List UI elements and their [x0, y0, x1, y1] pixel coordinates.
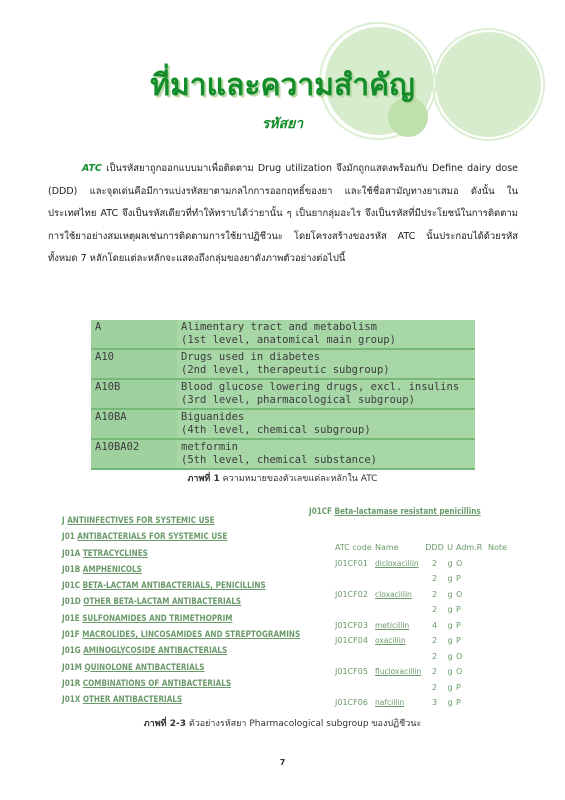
table-cell-note — [488, 618, 512, 634]
list-item-name: OTHER ANTIBACTERIALS — [82, 695, 183, 706]
atc-desc-cell — [177, 439, 475, 469]
list-item — [62, 627, 300, 643]
table-cell-note — [488, 680, 512, 696]
table-cell-note — [488, 571, 512, 587]
intro-lead: ATC — [82, 163, 102, 174]
table-cell-code: J01CF05 — [335, 667, 368, 676]
list-item — [62, 692, 300, 708]
list-item — [62, 643, 300, 659]
list-item-code: J01X — [62, 695, 81, 706]
table-cell-adm: P — [456, 620, 461, 630]
list-item-code: J01B — [62, 564, 81, 575]
antiinfective-list — [62, 513, 342, 709]
table-cell-ddd: 2 — [431, 636, 438, 645]
figure2-caption-text: ตัวอย่างรหัสยา Pharmacological subgroup ของปฏิชีวนะ — [185, 719, 422, 729]
atc-desc-cell — [177, 379, 475, 409]
list-item-code: J01F — [62, 630, 80, 641]
table-row — [335, 556, 512, 572]
column-header: Name — [375, 543, 399, 552]
atc-desc-line1: metformin — [181, 441, 238, 453]
table-cell-code — [335, 571, 375, 587]
table-row — [335, 587, 512, 603]
table-cell-u: g — [447, 698, 453, 707]
column-header: Note — [488, 543, 507, 552]
page-number: 7 — [279, 758, 286, 767]
atc-code-cell: A10BA02 — [91, 439, 177, 469]
table-cell-ddd: 2 — [431, 682, 438, 692]
column-header: DDD — [425, 543, 444, 552]
list-item-name: BETA-LACTAM ANTIBACTERIALS, PENICILLINS — [82, 581, 266, 592]
table-row — [335, 649, 512, 665]
table-cell-adm: P — [456, 605, 461, 614]
list-item-code: J01A — [62, 548, 81, 559]
table-row — [91, 320, 475, 349]
atc-desc-line1: Blood glucose lowering drugs, excl. insulins — [181, 381, 460, 393]
table-cell-name — [375, 618, 425, 634]
table-row — [335, 664, 512, 680]
atc-desc-cell — [177, 320, 475, 349]
table-cell-adm: O — [456, 589, 463, 599]
list-item-code: J01D — [62, 597, 81, 608]
table-cell-u: g — [447, 589, 453, 599]
page-subtitle: รหัสยา — [261, 116, 304, 132]
list-item-code: J01 — [62, 532, 75, 543]
drug-name: oxacillin — [375, 636, 406, 645]
table-cell-ddd: 3 — [431, 698, 438, 707]
table-cell-name — [375, 571, 425, 587]
penicillin-group-name: Beta-lactamase resistant penicillins — [334, 507, 481, 517]
intro-paragraph — [48, 158, 518, 271]
table-cell-u: g — [447, 651, 453, 661]
table-row — [91, 409, 475, 439]
drug-name: meticillin — [375, 620, 410, 630]
figure1-caption-label: ภาพที่ 1 — [187, 474, 220, 484]
table-cell-u: g — [447, 574, 453, 583]
table-cell-u: g — [447, 682, 453, 692]
table-cell-code: J01CF03 — [335, 620, 368, 630]
table-cell-ddd: 2 — [431, 589, 438, 599]
table-cell-note — [488, 602, 512, 618]
atc-desc-cell — [177, 409, 475, 439]
atc-desc-line1: Biguanides — [181, 411, 245, 423]
atc-desc-line2: (3rd level, pharmacological subgroup) — [181, 394, 415, 406]
table-cell-code: J01CF01 — [335, 558, 368, 568]
table-cell-name — [375, 664, 425, 680]
list-item — [62, 660, 300, 676]
atc-code-cell: A10 — [91, 349, 177, 379]
table-cell-adm: P — [456, 574, 461, 583]
table-cell-note — [488, 556, 512, 572]
table-cell-note — [488, 695, 512, 711]
penicillin-table — [335, 540, 512, 711]
list-item — [62, 562, 300, 578]
table-cell-code — [335, 649, 375, 665]
list-item-code: J01C — [62, 581, 81, 592]
table-cell-name — [375, 649, 425, 665]
table-cell-code: J01CF02 — [335, 589, 368, 599]
list-item-code: J01G — [62, 646, 81, 657]
figure1-caption — [0, 471, 565, 485]
penicillin-group-code: J01CF — [309, 507, 332, 517]
atc-code-cell: A — [91, 320, 177, 349]
table-cell-note — [488, 587, 512, 603]
table-cell-name — [375, 587, 425, 603]
list-item — [62, 529, 300, 545]
atc-levels-table — [91, 320, 475, 470]
list-item — [62, 513, 300, 529]
list-item-name: AMINOGLYCOSIDE ANTIBACTERIALS — [83, 646, 228, 657]
column-header: U — [447, 543, 453, 552]
table-cell-u: g — [447, 605, 453, 614]
table-cell-ddd: 4 — [431, 620, 438, 630]
table-cell-ddd: 2 — [431, 605, 438, 614]
atc-desc-line2: (2nd level, therapeutic subgroup) — [181, 364, 390, 376]
list-item — [62, 611, 300, 627]
table-row — [335, 695, 512, 711]
list-item — [62, 578, 300, 594]
intro-text: เป็นรหัสยาถูกออกแบบมาเพื่อติดตาม Drug utilization จึงมักถูกแสดงพร้อมกับ Define dairy dose (DDD) และจุดเด่นคือมีการแบ่งรหัสยาตามกลไกการออกฤทธิ์ของยา และใช้ชื่อสามัญทางยาเสมอ ดังนั้น ในประเทศไทย ATC จึงเป็นรหัสเดียวที่ทำให้ทราบได้ว่ายานั้น ๆ เป็นยากลุ่มอะไร จึงเป็นรหัสที่มีประโยชน์ในการติดตามการใช้ยาอย่างสมเหตุผลเช่นการติดตามการใช้ยาปฏิชีวนะ โดยโครงสร้างของรหัส ATC นั้นประกอบได้ด้วยรหัสทั้งหมด 7 หลักโดยแต่ละหลักจะแสดงถึงกลุ่มของยาดังภาพตัวอย่างต่อไปนี้ — [48, 163, 518, 264]
list-item-code: J01E — [62, 613, 80, 624]
list-item-name: ANTIBACTERIALS FOR SYSTEMIC USE — [77, 532, 228, 543]
table-cell-name — [375, 680, 425, 696]
table-cell-name — [375, 633, 425, 649]
table-cell-ddd: 2 — [431, 651, 438, 661]
drug-name: flucloxacillin — [375, 667, 422, 676]
table-row — [91, 379, 475, 409]
table-cell-adm: P — [456, 636, 461, 645]
table-cell-name — [375, 556, 425, 572]
table-row — [335, 571, 512, 587]
table-cell-ddd: 2 — [431, 667, 438, 676]
list-item-name: MACROLIDES, LINCOSAMIDES AND STREPTOGRAMINS — [82, 630, 301, 641]
list-item — [62, 594, 300, 610]
atc-desc-cell — [177, 349, 475, 379]
table-cell-code — [335, 680, 375, 696]
table-cell-code: J01CF04 — [335, 636, 368, 645]
table-row — [91, 439, 475, 469]
table-cell-adm: O — [456, 651, 463, 661]
table-cell-name — [375, 695, 425, 711]
table-cell-note — [488, 664, 512, 680]
table-cell-adm: O — [456, 667, 463, 676]
figure2-caption — [0, 716, 565, 730]
figure2-caption-label: ภาพที่ 2-3 — [143, 719, 186, 729]
table-cell-adm: P — [456, 682, 461, 692]
list-item-name: AMPHENICOLS — [82, 564, 142, 575]
table-cell-ddd: 2 — [431, 558, 438, 568]
table-row — [335, 633, 512, 649]
table-cell-u: g — [447, 667, 453, 676]
table-cell-u: g — [447, 636, 453, 645]
atc-desc-line1: Alimentary tract and metabolism — [181, 321, 377, 333]
list-item-name: ANTIINFECTIVES FOR SYSTEMIC USE — [67, 516, 215, 526]
list-item-code: J — [62, 516, 65, 526]
table-cell-name — [375, 602, 425, 618]
list-item — [62, 546, 300, 562]
table-cell-adm: P — [456, 698, 461, 707]
list-item-name: COMBINATIONS OF ANTIBACTERIALS — [82, 678, 232, 689]
drug-name: nafcillin — [375, 698, 405, 707]
list-item-code: J01R — [62, 678, 81, 689]
page-title: ที่มาและความสำคัญ — [150, 68, 415, 103]
atc-desc-line2: (5th level, chemical substance) — [181, 454, 377, 466]
table-cell-code — [335, 602, 375, 618]
column-header: Adm.R — [456, 543, 483, 552]
table-cell-adm: O — [456, 558, 463, 568]
table-row — [335, 602, 512, 618]
list-item-name: TETRACYCLINES — [82, 548, 148, 559]
atc-desc-line2: (1st level, anatomical main group) — [181, 334, 396, 346]
table-cell-note — [488, 649, 512, 665]
figure1-caption-text: ความหมายของตัวเลขแต่ละหลักใน ATC — [219, 474, 378, 484]
list-item-code: J01M — [62, 662, 82, 673]
table-row — [91, 349, 475, 379]
table-row — [335, 618, 512, 634]
table-cell-u: g — [447, 558, 453, 568]
atc-code-cell: A10BA — [91, 409, 177, 439]
drug-name: dicloxacillin — [375, 558, 419, 568]
drug-name: cloxacillin — [375, 589, 412, 599]
list-item-name: QUINOLONE ANTIBACTERIALS — [84, 662, 205, 673]
atc-code-cell: A10B — [91, 379, 177, 409]
list-item — [62, 676, 300, 692]
table-cell-note — [488, 633, 512, 649]
table-cell-u: g — [447, 620, 453, 630]
atc-desc-line2: (4th level, chemical subgroup) — [181, 424, 371, 436]
column-header: ATC code — [335, 543, 372, 552]
table-row — [335, 680, 512, 696]
penicillin-group-header — [309, 507, 529, 517]
list-item-name: SULFONAMIDES AND TRIMETHOPRIM — [82, 613, 233, 624]
list-item-name: OTHER BETA-LACTAM ANTIBACTERIALS — [83, 597, 242, 608]
table-cell-ddd: 2 — [431, 574, 438, 583]
table-cell-code: J01CF06 — [335, 698, 368, 707]
atc-desc-line1: Drugs used in diabetes — [181, 351, 321, 363]
